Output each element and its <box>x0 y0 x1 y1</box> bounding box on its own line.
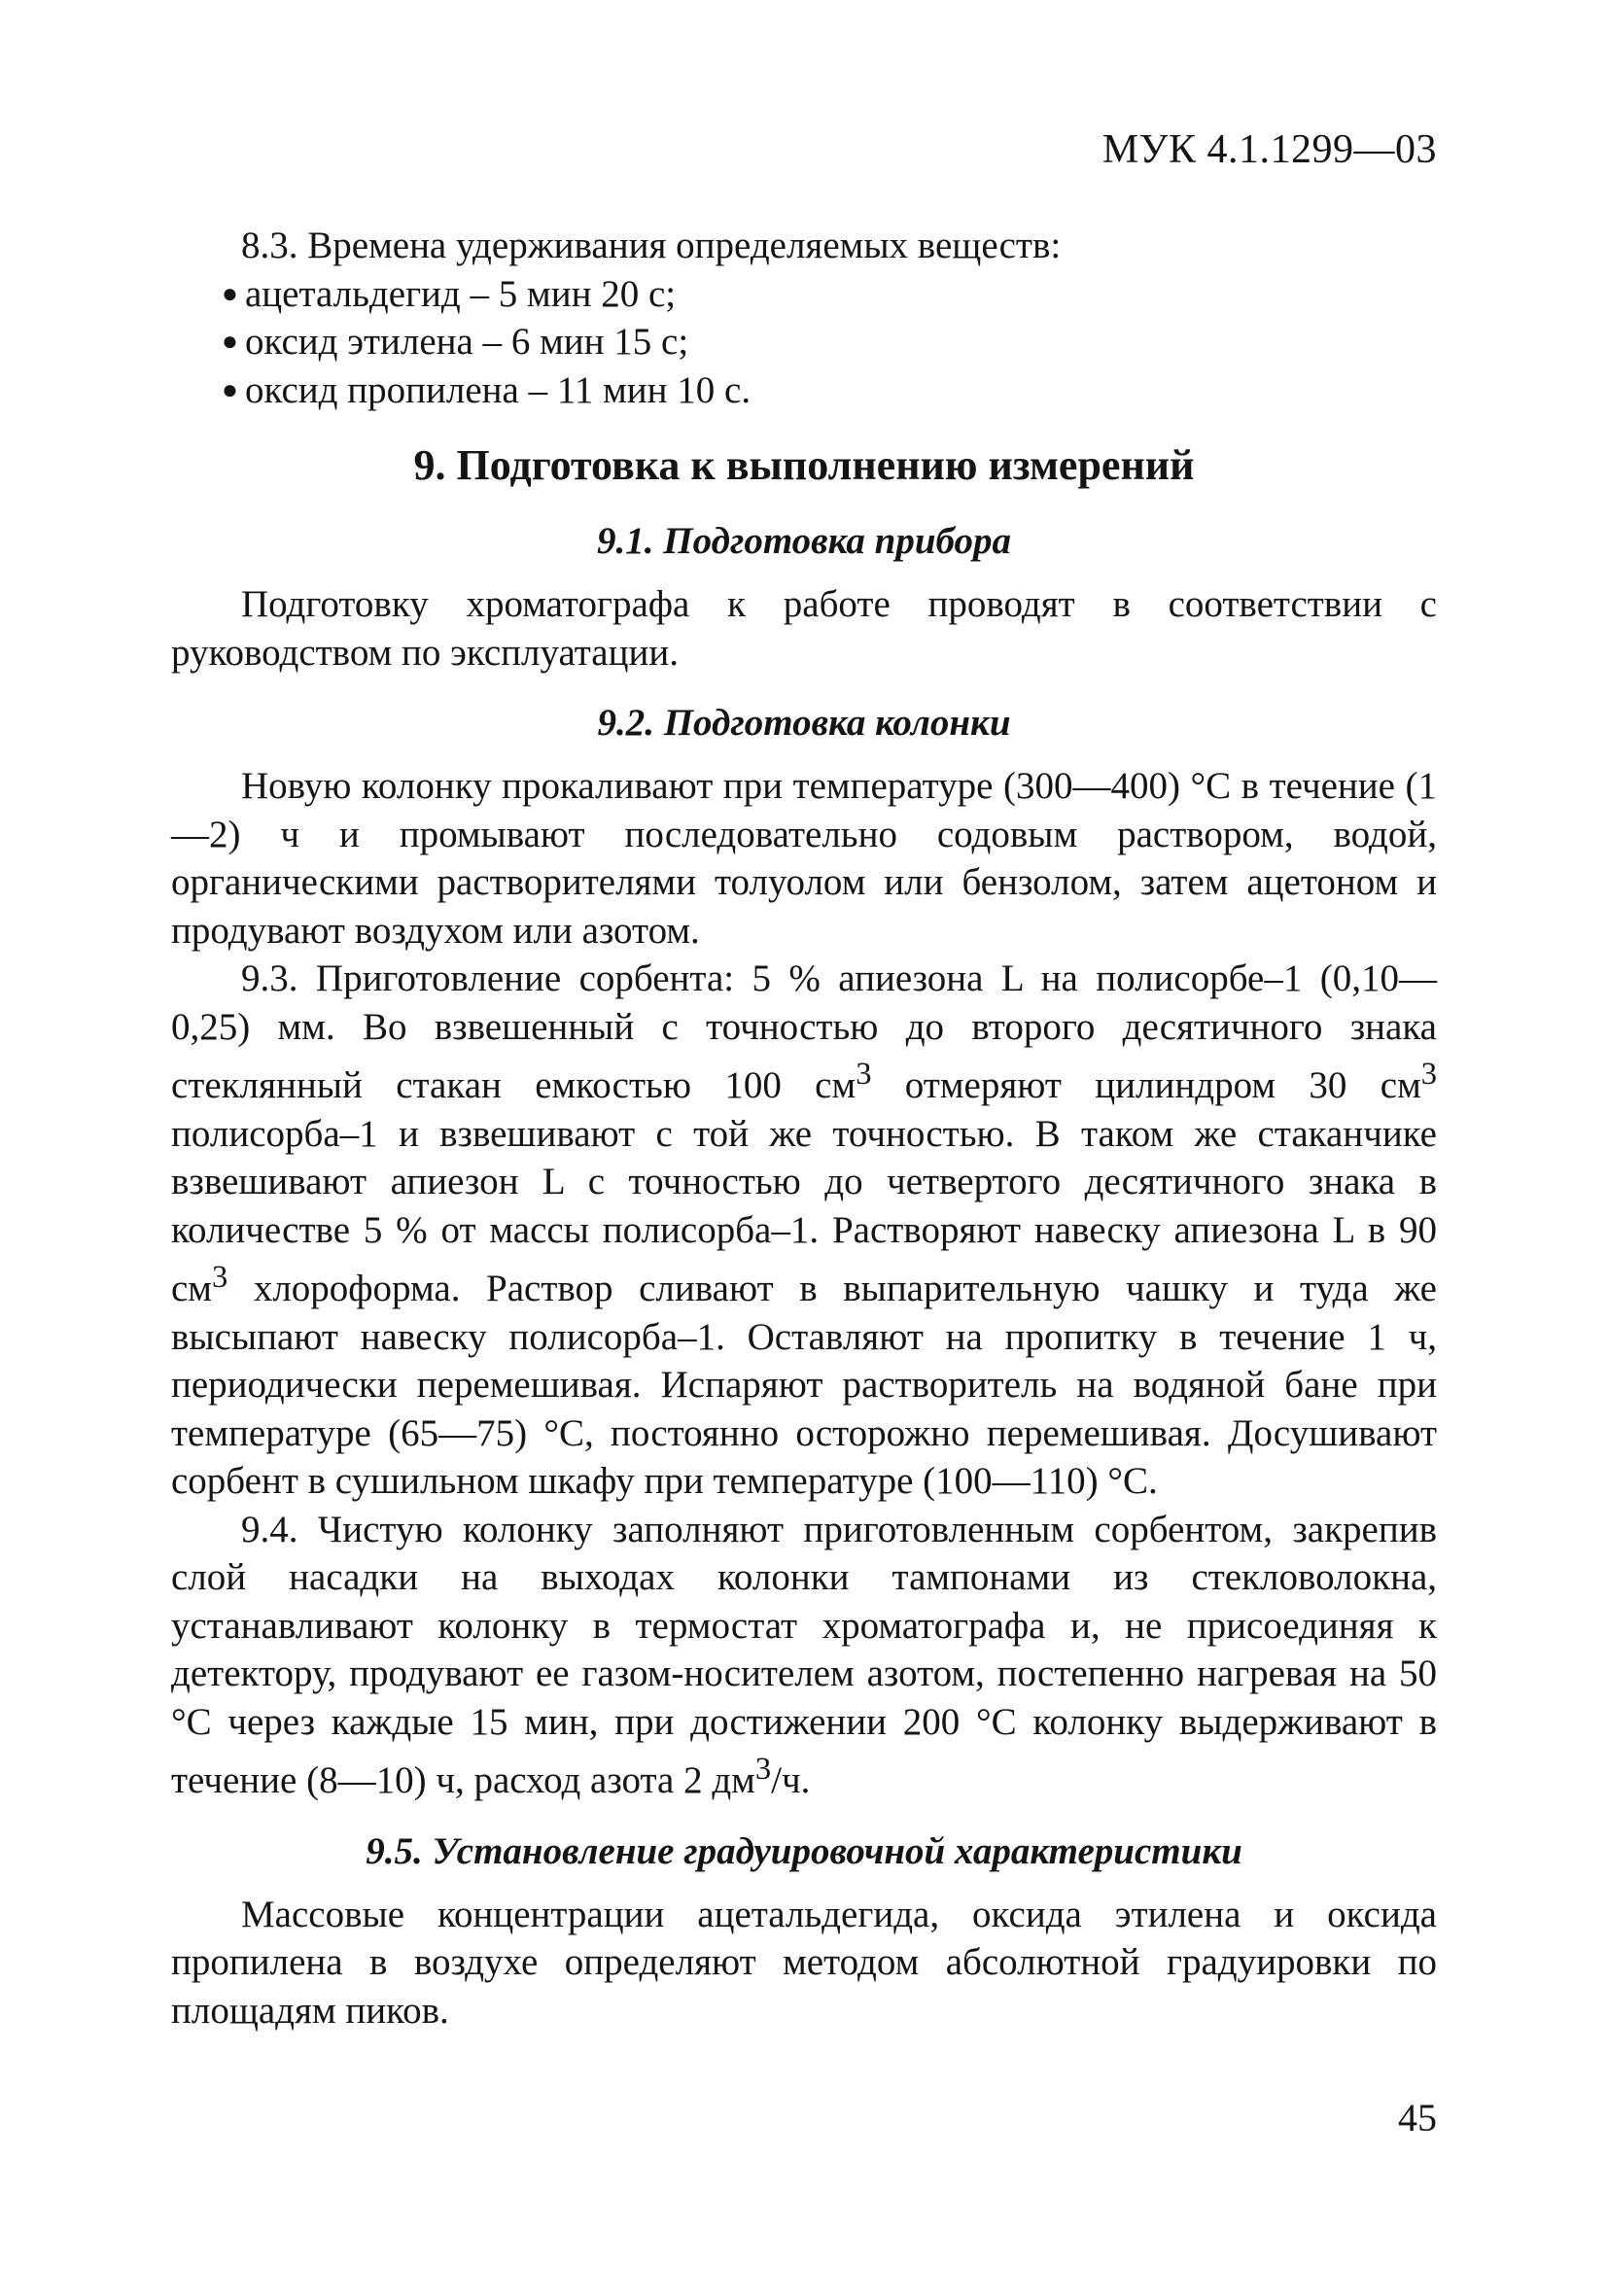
text-span: хлороформа. Раствор сливают в выпарительную чашку и туда же высыпают навеску полисорба–1. Оставляют на пропитку в течение 1 ч, периодически перемешивая. Испаряют растворитель на водяной бане при температуре (65—75) °С, постоянно осторожно перемешивая. Досушивают сорбент в сушильном шкафу при температуре (100—110) °С. <box>171 1268 1437 1502</box>
superscript: 3 <box>1420 1057 1438 1092</box>
text-span: 9.4. Чистую колонку заполняют приготовленным сорбентом, закрепив слой насадки на выходах колонки тампонами из стекловолокна, устанавливают колонку в термостат хроматографа и, не присоединяя к детектору, продувают ее газом-носителем азотом, постепенно нагревая на 50 °С через каждые 15 мин, при достижении 200 °С колонку выдерживают в течение (8—10) ч, расход азота 2 дм <box>171 1508 1437 1801</box>
page-content <box>171 222 1437 2035</box>
list-item <box>222 366 1437 415</box>
superscript: 3 <box>754 1752 772 1787</box>
text-span: полисорба–1 и взвешивают с той же точностью. В таком же стаканчике взвешивают апиезон L с точностью до четвертого десятичного знака в количестве 5 % от массы полисорба–1. Растворяют навеску апиезона L в 90 см <box>171 1112 1437 1309</box>
text-span: 9.3. Приготовление сорбента: 5 % апиезона L на полисорбе–1 (0,10—0,25) мм. Во взвешенный с точностью до второго десятичного знака стеклянный стакан емкостью 100 см <box>171 957 1437 1106</box>
paragraph-9-2: Новую колонку прокаливают при температуре (300—400) °С в течение (1—2) ч и промывают последовательно содовым раствором, водой, органическими растворителями толуолом или бензолом, затем ацетоном и продувают воздухом или азотом. <box>171 765 1437 952</box>
paragraph-9-3 <box>171 955 1437 1506</box>
bullet-icon: ● <box>222 374 238 405</box>
paragraph-9-4 <box>171 1506 1437 1805</box>
superscript: 3 <box>856 1057 872 1092</box>
section-title: 9. Подготовка к выполнению измерений <box>413 441 1195 489</box>
bullet-icon: ● <box>222 278 238 309</box>
subsection-heading-9-2: 9.2. Подготовка колонки <box>597 702 1011 744</box>
superscript: 3 <box>212 1260 228 1295</box>
list-item-text: ацетальдегид – 5 мин 20 с; <box>245 272 677 315</box>
page-number: 45 <box>1398 2096 1437 2139</box>
subsection-heading-9-5: 9.5. Установление градуировочной характеристики <box>366 1829 1242 1872</box>
list-item-text: оксид пропилена – 11 мин 10 с. <box>245 368 752 411</box>
retention-times-list <box>171 270 1437 415</box>
list-item <box>222 318 1437 366</box>
bullet-icon: ● <box>222 327 238 357</box>
paragraph-9-1: Подготовку хроматографа к работе проводят в соответствии с руководством по эксплуатации. <box>171 583 1437 674</box>
list-item <box>222 270 1437 319</box>
retention-times-heading: 8.3. Времена удерживания определяемых веществ: <box>241 225 1062 266</box>
paragraph-9-5: Массовые концентрации ацетальдегида, оксида этилена и оксида пропилена в воздухе определяют методом абсолютной градуировки по площадям пиков. <box>171 1893 1437 2032</box>
document-id-header: МУК 4.1.1299—03 <box>1101 127 1437 172</box>
subsection-heading-9-1: 9.1. Подготовка прибора <box>597 520 1011 562</box>
text-span: /ч. <box>771 1759 811 1801</box>
list-item-text: оксид этилена – 6 мин 15 с; <box>245 321 689 363</box>
text-span: отмеряют цилиндром 30 см <box>871 1064 1421 1106</box>
